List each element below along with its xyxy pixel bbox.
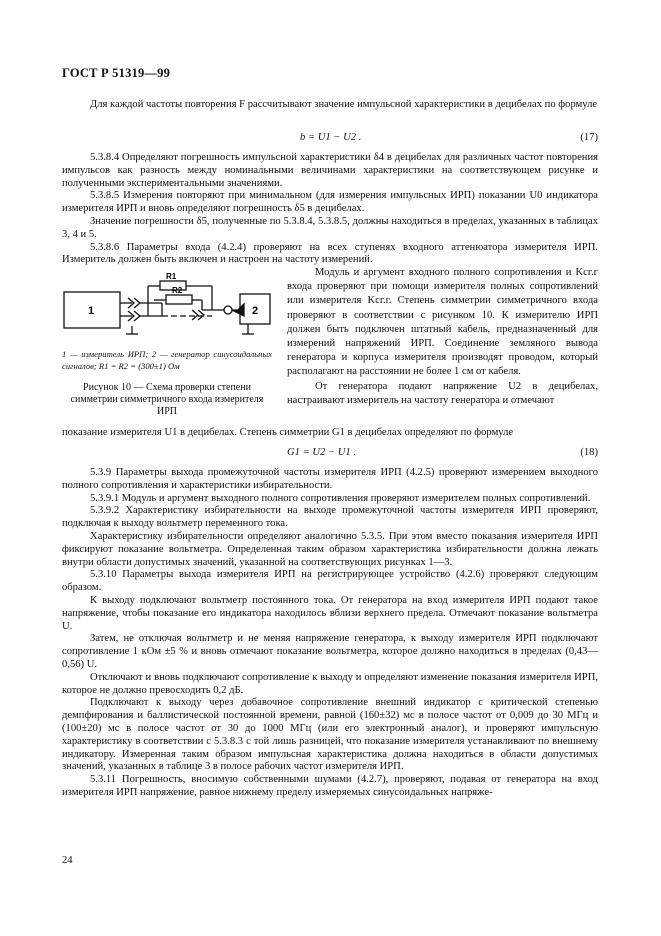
standard-header: ГОСТ Р 51319—99	[62, 66, 171, 80]
box-2-label: 2	[252, 305, 259, 317]
r1-label: R1	[166, 272, 177, 281]
paragraph-after-figure: показание измерителя U1 в децибелах. Степень симметрии G1 в децибелах определяют по формуле	[62, 427, 514, 438]
intro-paragraph: Для каждой частоты повторения F рассчитывают значение импульсной характеристики в децибелах по формуле	[90, 99, 598, 110]
page-number: 24	[62, 855, 73, 866]
side-text-input-params: Модуль и аргумент входного полного сопротивления и Kсг.г входа проверяют при помощи измерителя полных сопротивлений или измерителя Kсг.г. Степень симметрии симметричного входа проверяют в соответствии с рисунком 10. К измерителю ИРП должен быть подключен штатный кабель, предназначенный для измерений напряжений ИРП. Соединение земляного вывода генератора и корпуса измерителя производят проводом, который располагают на расстоянии не более 1 см от кабеля. От генератора подают напряжение U2 в децибелах, настраивают измеритель на частоту генератора и отмечают	[287, 267, 598, 406]
figure-caption: Рисунок 10 — Схема проверки степени симметрии симметричного входа измерителя ИРП	[70, 382, 264, 417]
formula-17: b = U1 − U2 .	[300, 132, 362, 143]
section-5-3-9: 5.3.9 Параметры выхода промежуточной частоты измерителя ИРП (4.2.5) проверяют измерением выходного полного сопротивления и характеристики избирательности. 5.3.9.1 Модуль и аргумент выходного полного сопротивления проверяют измерителем полных сопротивлений. 5.3.9.2 Характеристику избирательности на выходе промежуточной частоты измерителя ИРП проверяют, подключая к выходу вольтметр переменного тока. Характеристику избирательности определяют аналогично 5.3.5. При этом вместо показания измерителя ИРП фиксируют показание вольтметра. Определенная таким образом характеристика избирательности должна лежать внутри области допустимых значений, указанной на соответствующих рисунках 1—3. 5.3.10 Параметры выхода измерителя ИРП на регистрирующее устройство (4.2.6) проверяют следующим образом. К выходу подключают вольтметр постоянного тока. От генератора на вход измерителя ИРП подают такое напряжение, чтобы показание его индикатора находилось вблизи верхнего предела. Отмечают показание вольтметра U. Затем, не отключая вольтметр и не меняя напряжение генератора, к выходу измерителя ИРП подключают сопротивление 1 кОм ±5 % и вновь отмечают показание вольтметра, которое должно находиться в пределах (0,43—0,56) U. Отключают и вновь подключают сопротивление к выходу и определяют изменение показания измерителя ИРП, которое не должно превосходить 0,2 дБ. Подключают к выходу через добавочное сопротивление внешний индикатор с критической степенью демпфирования и баллистической постоянной времени, равной (160±32) мс в полосе частот от 0,009 до 30 МГц и (100±20) мс в полосе частот от 30 до 1000 МГц (или его электронный аналог), и проверяют импульсную характеристику в соответствии с 5.3.8.3 с той лишь разницей, что показание измерителя устанавливают по внешнему индикатору. Измеренная таким образом импульсная характеристика должна находиться в области допустимых значений, указанных в таблице 3 в полосе рабочих частот измерителя ИРП. 5.3.11 Погрешность, вносимую собственными шумами (4.2.7), проверяют, подавая от генератора на вход измерителя ИРП напряжение, равное нижнему пределу измеряемых синусоидальных напряже-	[62, 467, 598, 798]
box-1-label: 1	[88, 305, 95, 317]
formula-18: G1 = U2 − U1 .	[287, 447, 357, 458]
formula-18-number: (18)	[580, 447, 598, 458]
figure-10-schematic	[62, 270, 272, 342]
figure-legend: 1 — измеритель ИРП; 2 — генератор синусоидальных сигналов; R1 = R2 = (300±1) Ом	[62, 349, 272, 371]
resistor-r2	[166, 295, 192, 304]
formula-17-number: (17)	[580, 132, 598, 143]
r2-label: R2	[172, 286, 183, 295]
section-5-3-8-4: 5.3.8.4 Определяют погрешность импульсной характеристики δ4 в децибелах для различных частот повторения импульсов как разность между номинальными величинами характеристики на соответствующем рисунке и полученными экспериментальными значениями. 5.3.8.5 Измерения повторяют при минимальном (для измерения импульсных ИРП) показании U0 индикатора измерителя ИРП и вновь определяют погрешность δ5 в децибелах. Значение погрешности δ5, полученные по 5.3.8.4, 5.3.8.5, должны находиться в пределах, указанных в таблицах 3, 4 и 5. 5.3.8.6 Параметры входа (4.2.4) проверяют на всех ступенях входного аттенюатора измерителя ИРП. Измеритель должен быть включен и настроен на частоту измерений.	[62, 152, 598, 266]
